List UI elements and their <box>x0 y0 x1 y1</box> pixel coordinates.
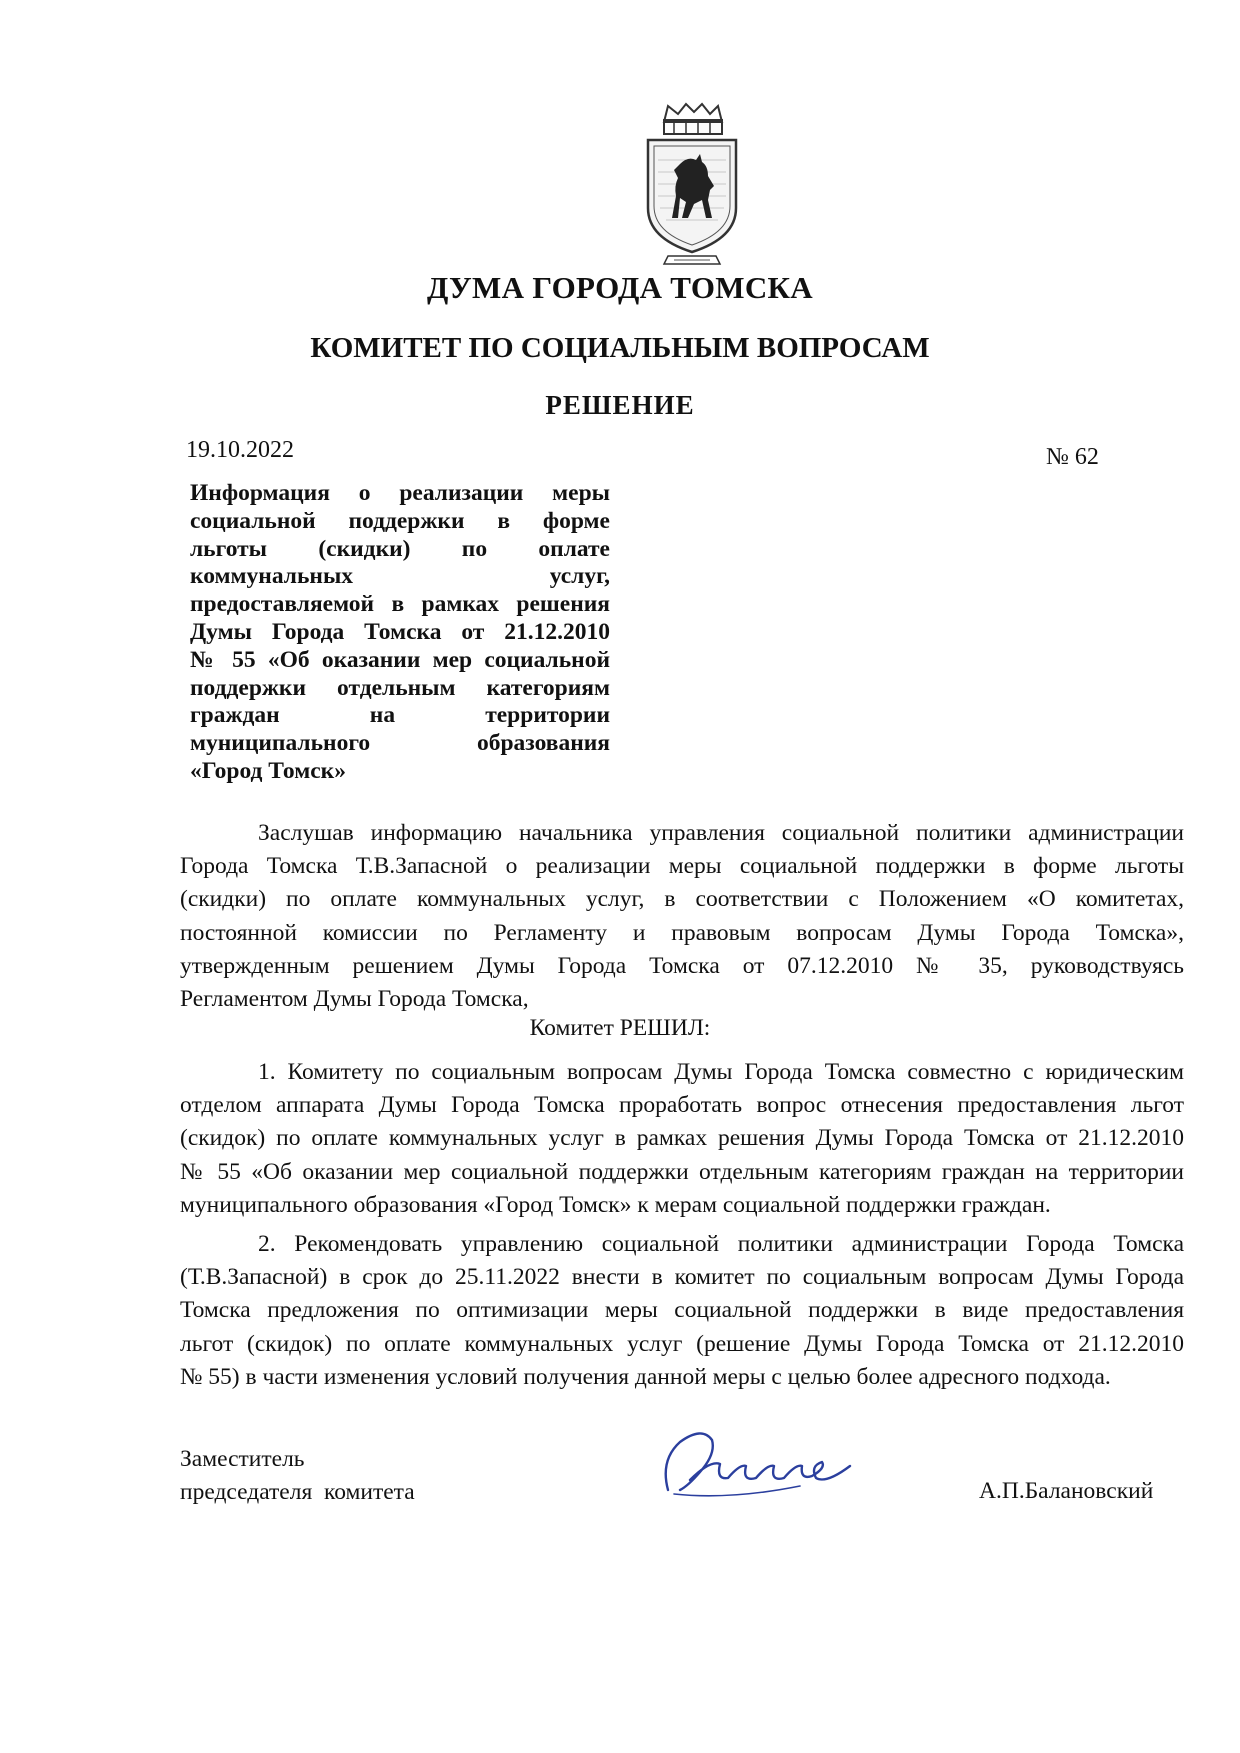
paragraph-line: Регламентом Думы Города Томска, <box>180 986 529 1013</box>
paragraph-line: (скидки) по оплате коммунальных услуг, в соответствии с Положением «О комитетах, <box>180 886 1184 913</box>
resolution-heading: Комитет РЕШИЛ: <box>529 1015 711 1041</box>
subject-line: муниципального образования <box>190 730 610 757</box>
document-type: РЕШЕНИЕ <box>545 390 695 420</box>
paragraph-line: № 55 «Об оказании мер социальной поддержки отдельным категориям граждан на территории <box>180 1158 1184 1185</box>
organization-title: ДУМА ГОРОДА ТОМСКА <box>427 270 813 305</box>
paragraph-line: муниципального образования «Город Томск» к мерам социальной поддержки граждан. <box>180 1191 1051 1218</box>
paragraph-line: 2. Рекомендовать управлению социальной политики администрации Города Томска <box>258 1231 1184 1257</box>
signatory-position <box>180 1443 415 1509</box>
subject-line: «Город Томск» <box>190 757 346 784</box>
subject-heading <box>190 480 610 786</box>
subject-line: № 55 «Об оказании мер социальной <box>190 646 610 673</box>
paragraph-line: № 55) в части изменения условий получения данной меры с целью более адресного подхода. <box>180 1363 1111 1390</box>
handwritten-signature-icon <box>650 1420 860 1510</box>
paragraph-line: льгот (скидок) по оплате коммунальных услуг (решение Думы Города Томска от 21.12.2010 <box>180 1330 1184 1357</box>
preamble-paragraph <box>180 817 1184 1016</box>
position-line: Заместитель <box>180 1446 305 1472</box>
decision-item-2 <box>180 1228 1184 1394</box>
paragraph-line: Томска предложения по оптимизации меры социальной поддержки в виде предоставления <box>180 1297 1184 1324</box>
committee-title: КОМИТЕТ ПО СОЦИАЛЬНЫМ ВОПРОСАМ <box>310 332 930 364</box>
subject-line: льготы (скидки) по оплате <box>190 535 610 562</box>
position-line: председателя комитета <box>180 1479 415 1505</box>
subject-line: поддержки отдельным категориям <box>190 674 610 701</box>
tomsk-coat-of-arms-icon <box>638 100 746 270</box>
subject-line: предоставляемой в рамках решения <box>190 591 610 618</box>
paragraph-line: (скидок) по оплате коммунальных услуг в рамках решения Думы Города Томска от 21.12.2010 <box>180 1125 1184 1152</box>
decision-item-1 <box>180 1056 1184 1222</box>
signatory-name: А.П.Балановский <box>979 1478 1154 1504</box>
paragraph-line: Города Томска Т.В.Запасной о реализации меры социальной поддержки в форме льготы <box>180 853 1184 880</box>
subject-line: Информация о реализации меры <box>190 480 610 506</box>
subject-line: граждан на территории <box>190 702 610 729</box>
document-number: № 62 <box>1046 444 1099 470</box>
subject-line: Думы Города Томска от 21.12.2010 <box>190 618 610 645</box>
paragraph-line: (Т.В.Запасной) в срок до 25.11.2022 внести в комитет по социальным вопросам Думы Города <box>180 1264 1184 1291</box>
document-date: 19.10.2022 <box>186 437 294 463</box>
paragraph-line: Заслушав информацию начальника управления социальной политики администрации <box>258 820 1184 846</box>
paragraph-line: утвержденным решением Думы Города Томска от 07.12.2010 № 35, руководствуясь <box>180 952 1184 979</box>
paragraph-line: 1. Комитету по социальным вопросам Думы Города Томска совместно с юридическим <box>258 1059 1184 1085</box>
paragraph-line: постоянной комиссии по Регламенту и правовым вопросам Думы Города Томска», <box>180 919 1184 946</box>
subject-line: коммунальных услуг, <box>190 563 610 590</box>
paragraph-line: отделом аппарата Думы Города Томска проработать вопрос отнесения предоставления льгот <box>180 1092 1184 1119</box>
subject-line: социальной поддержки в форме <box>190 507 610 534</box>
